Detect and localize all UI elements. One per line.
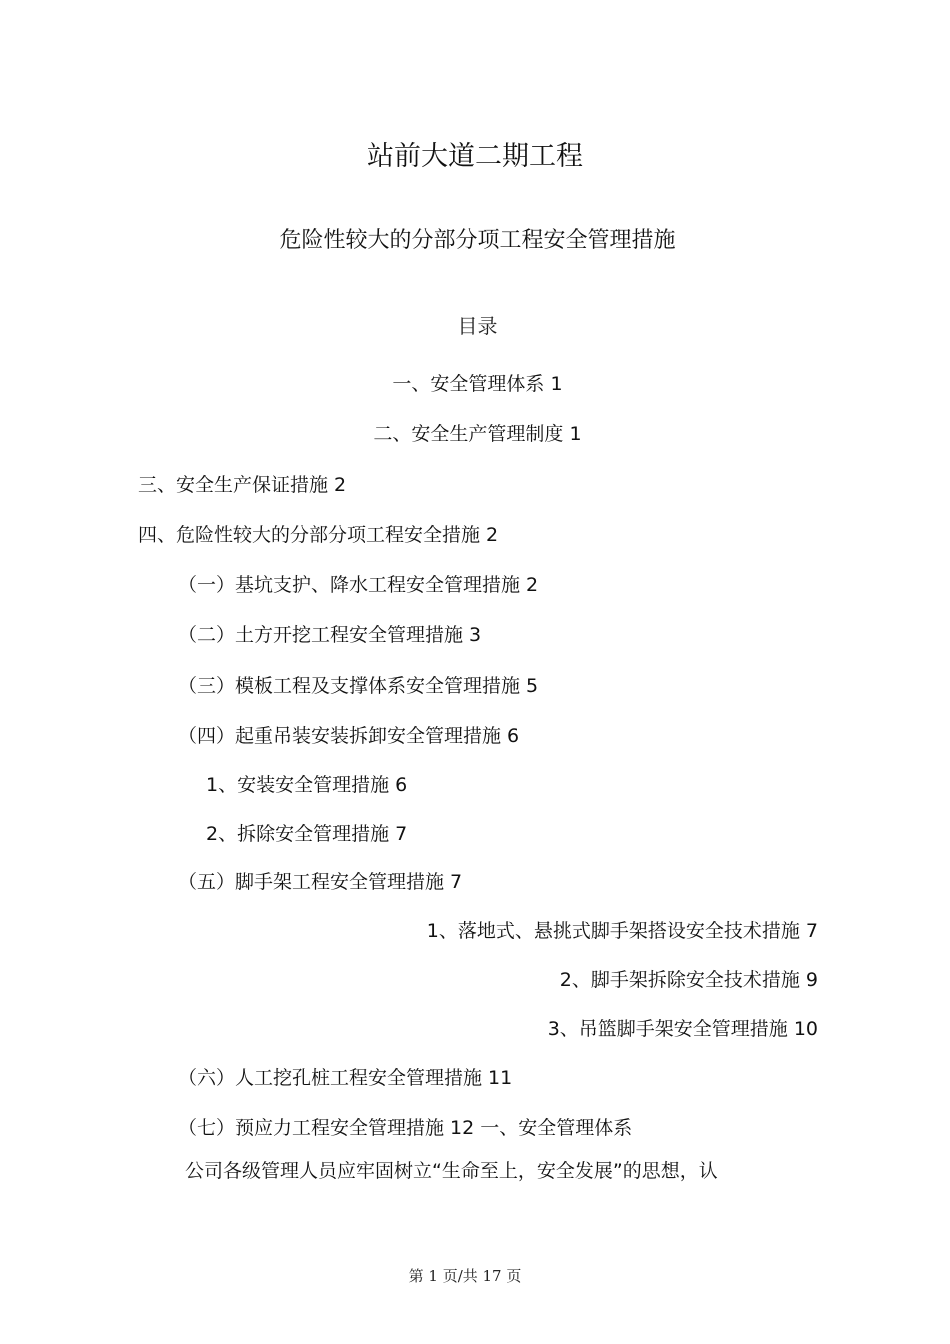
toc-heading: 目录 — [457, 314, 498, 338]
toc-entry: （七）预应力工程安全管理措施 12 一、安全管理体系 — [178, 1117, 633, 1139]
toc-entry: （六）人工挖孔桩工程安全管理措施 11 — [178, 1067, 513, 1089]
toc-entry: 四、危险性较大的分部分项工程安全措施 2 — [138, 524, 499, 546]
document-subtitle: 危险性较大的分部分项工程安全管理措施 — [279, 228, 676, 253]
toc-entry: 3、吊篮脚手架安全管理措施 10 — [547, 1018, 818, 1040]
document-title: 站前大道二期工程 — [367, 141, 583, 172]
toc-entry: （三）模板工程及支撑体系安全管理措施 5 — [178, 675, 539, 697]
toc-entry: （四）起重吊装安装拆卸安全管理措施 6 — [178, 725, 520, 747]
toc-entry: 1、安装安全管理措施 6 — [206, 774, 408, 796]
body-paragraph: 公司各级管理人员应牢固树立“生命至上，安全发展”的思想，认 — [185, 1160, 718, 1182]
toc-entry: 2、拆除安全管理措施 7 — [206, 823, 408, 845]
toc-entry: 二、安全生产管理制度 1 — [373, 423, 582, 445]
toc-entry: 1、落地式、悬挑式脚手架搭设安全技术措施 7 — [426, 920, 818, 942]
toc-entry: 2、脚手架拆除安全技术措施 9 — [559, 969, 818, 991]
page-number-footer: 第 1 页/共 17 页 — [408, 1267, 522, 1285]
toc-entry: 一、安全管理体系 1 — [392, 373, 563, 395]
toc-entry: （二）土方开挖工程安全管理措施 3 — [178, 624, 482, 646]
toc-entry: （五）脚手架工程安全管理措施 7 — [178, 871, 463, 893]
toc-entry: 三、安全生产保证措施 2 — [138, 474, 347, 496]
toc-entry: （一）基坑支护、降水工程安全管理措施 2 — [178, 574, 539, 596]
